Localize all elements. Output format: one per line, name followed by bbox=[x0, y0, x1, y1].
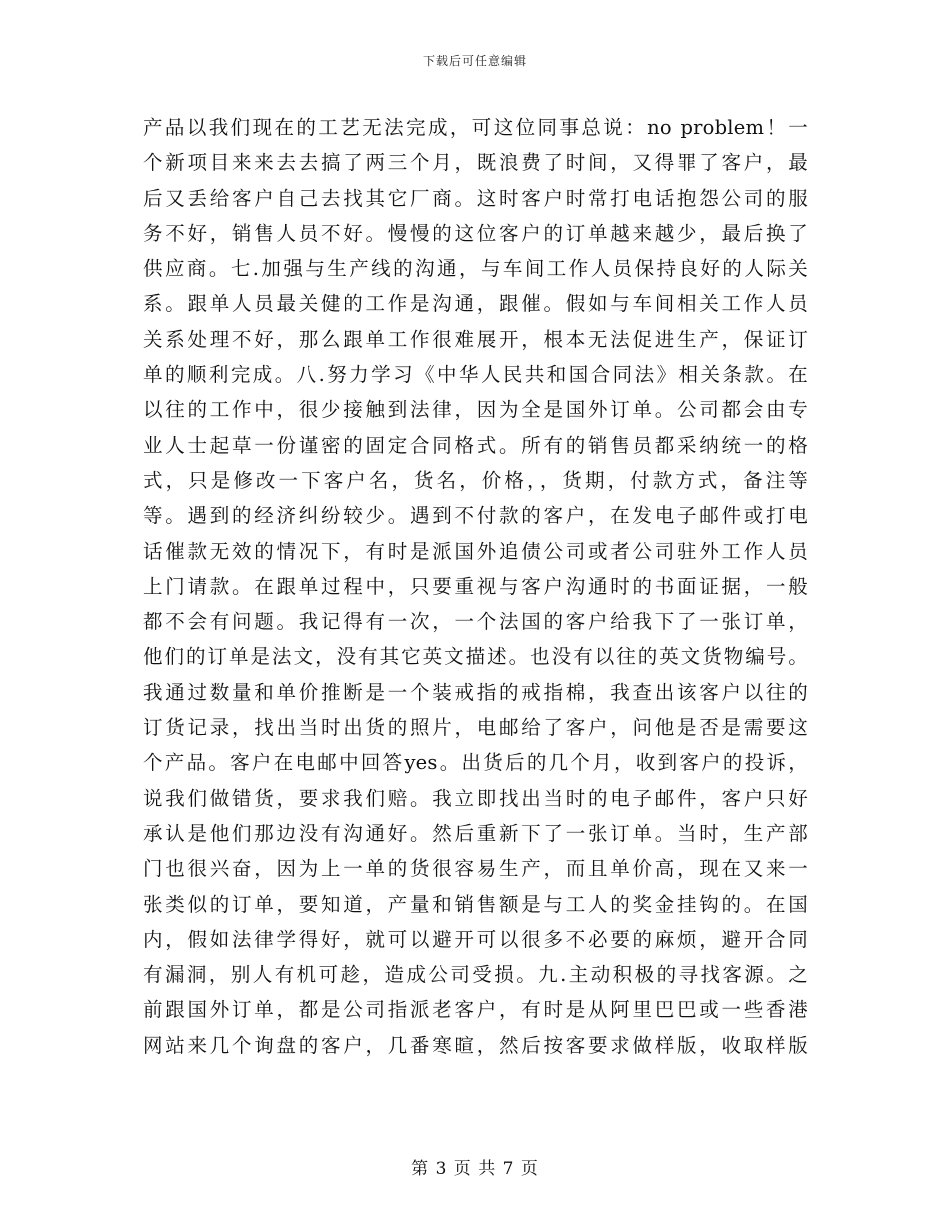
text-line: 话催款无效的情况下，有时是派国外追债公司或者公司驻外工作人员 bbox=[143, 539, 808, 563]
text-line: 业人士起草一份谨密的固定合同格式。所有的销售员都采纳统一的格 bbox=[143, 433, 808, 457]
text-line: 系。跟单人员最关健的工作是沟通，跟催。假如与车间相关工作人员 bbox=[143, 292, 808, 316]
text-line: 个产品。客户在电邮中回答yes。出货后的几个月，收到客户的投诉， bbox=[143, 751, 808, 775]
text-line: 务不好，销售人员不好。慢慢的这位客户的订单越来越少，最后换了 bbox=[143, 221, 808, 245]
text-line: 有漏洞，别人有机可趁，造成公司受损。九.主动积极的寻找客源。之 bbox=[143, 963, 808, 987]
body-text bbox=[143, 110, 808, 1063]
text-line: 我通过数量和单价推断是一个装戒指的戒指棉，我查出该客户以往的 bbox=[143, 680, 808, 704]
text-line: 他们的订单是法文，没有其它英文描述。也没有以往的英文货物编号。 bbox=[143, 645, 808, 669]
text-line: 单的顺利完成。八.努力学习《中华人民共和国合同法》相关条款。在 bbox=[143, 363, 808, 387]
page-header: 下载后可任意编辑 bbox=[422, 54, 527, 68]
text-line: 内，假如法律学得好，就可以避开可以很多不必要的麻烦，避开合同 bbox=[143, 927, 808, 951]
text-line: 上门请款。在跟单过程中，只要重视与客户沟通时的书面证据，一般 bbox=[143, 574, 808, 598]
text-line: 门也很兴奋，因为上一单的货很容易生产，而且单价高，现在又来一 bbox=[143, 857, 808, 881]
text-line: 张类似的订单，要知道，产量和销售额是与工人的奖金挂钩的。在国 bbox=[143, 892, 808, 916]
text-line: 后又丢给客户自己去找其它厂商。这时客户时常打电话抱怨公司的服 bbox=[143, 186, 808, 210]
text-line: 个新项目来来去去搞了两三个月，既浪费了时间，又得罪了客户，最 bbox=[143, 151, 808, 175]
text-line: 网站来几个询盘的客户，几番寒暄，然后按客要求做样版，收取样版 bbox=[143, 1033, 808, 1057]
text-line: 订货记录，找出当时出货的照片，电邮给了客户，问他是否是需要这 bbox=[143, 716, 808, 740]
text-line: 承认是他们那边没有沟通好。然后重新下了一张订单。当时，生产部 bbox=[143, 821, 808, 845]
text-line: 都不会有问题。我记得有一次，一个法国的客户给我下了一张订单， bbox=[143, 610, 808, 634]
text-line: 以往的工作中，很少接触到法律，因为全是国外订单。公司都会由专 bbox=[143, 398, 808, 422]
text-line: 等。遇到的经济纠纷较少。遇到不付款的客户，在发电子邮件或打电 bbox=[143, 504, 808, 528]
text-line: 关系处理不好，那么跟单工作很难展开，根本无法促进生产，保证订 bbox=[143, 327, 808, 351]
text-line: 供应商。七.加强与生产线的沟通，与车间工作人员保持良好的人际关 bbox=[143, 257, 808, 281]
text-line: 说我们做错货，要求我们赔。我立即找出当时的电子邮件，客户只好 bbox=[143, 786, 808, 810]
text-line: 产品以我们现在的工艺无法完成，可这位同事总说：no problem！一 bbox=[143, 116, 808, 139]
text-line: 前跟国外订单，都是公司指派老客户，有时是从阿里巴巴或一些香港 bbox=[143, 998, 808, 1022]
text-line: 式，只是修改一下客户名，货名，价格，，货期，付款方式，备注等 bbox=[143, 468, 808, 492]
page-number-footer: 第 3 页 共 7 页 bbox=[411, 1159, 539, 1179]
